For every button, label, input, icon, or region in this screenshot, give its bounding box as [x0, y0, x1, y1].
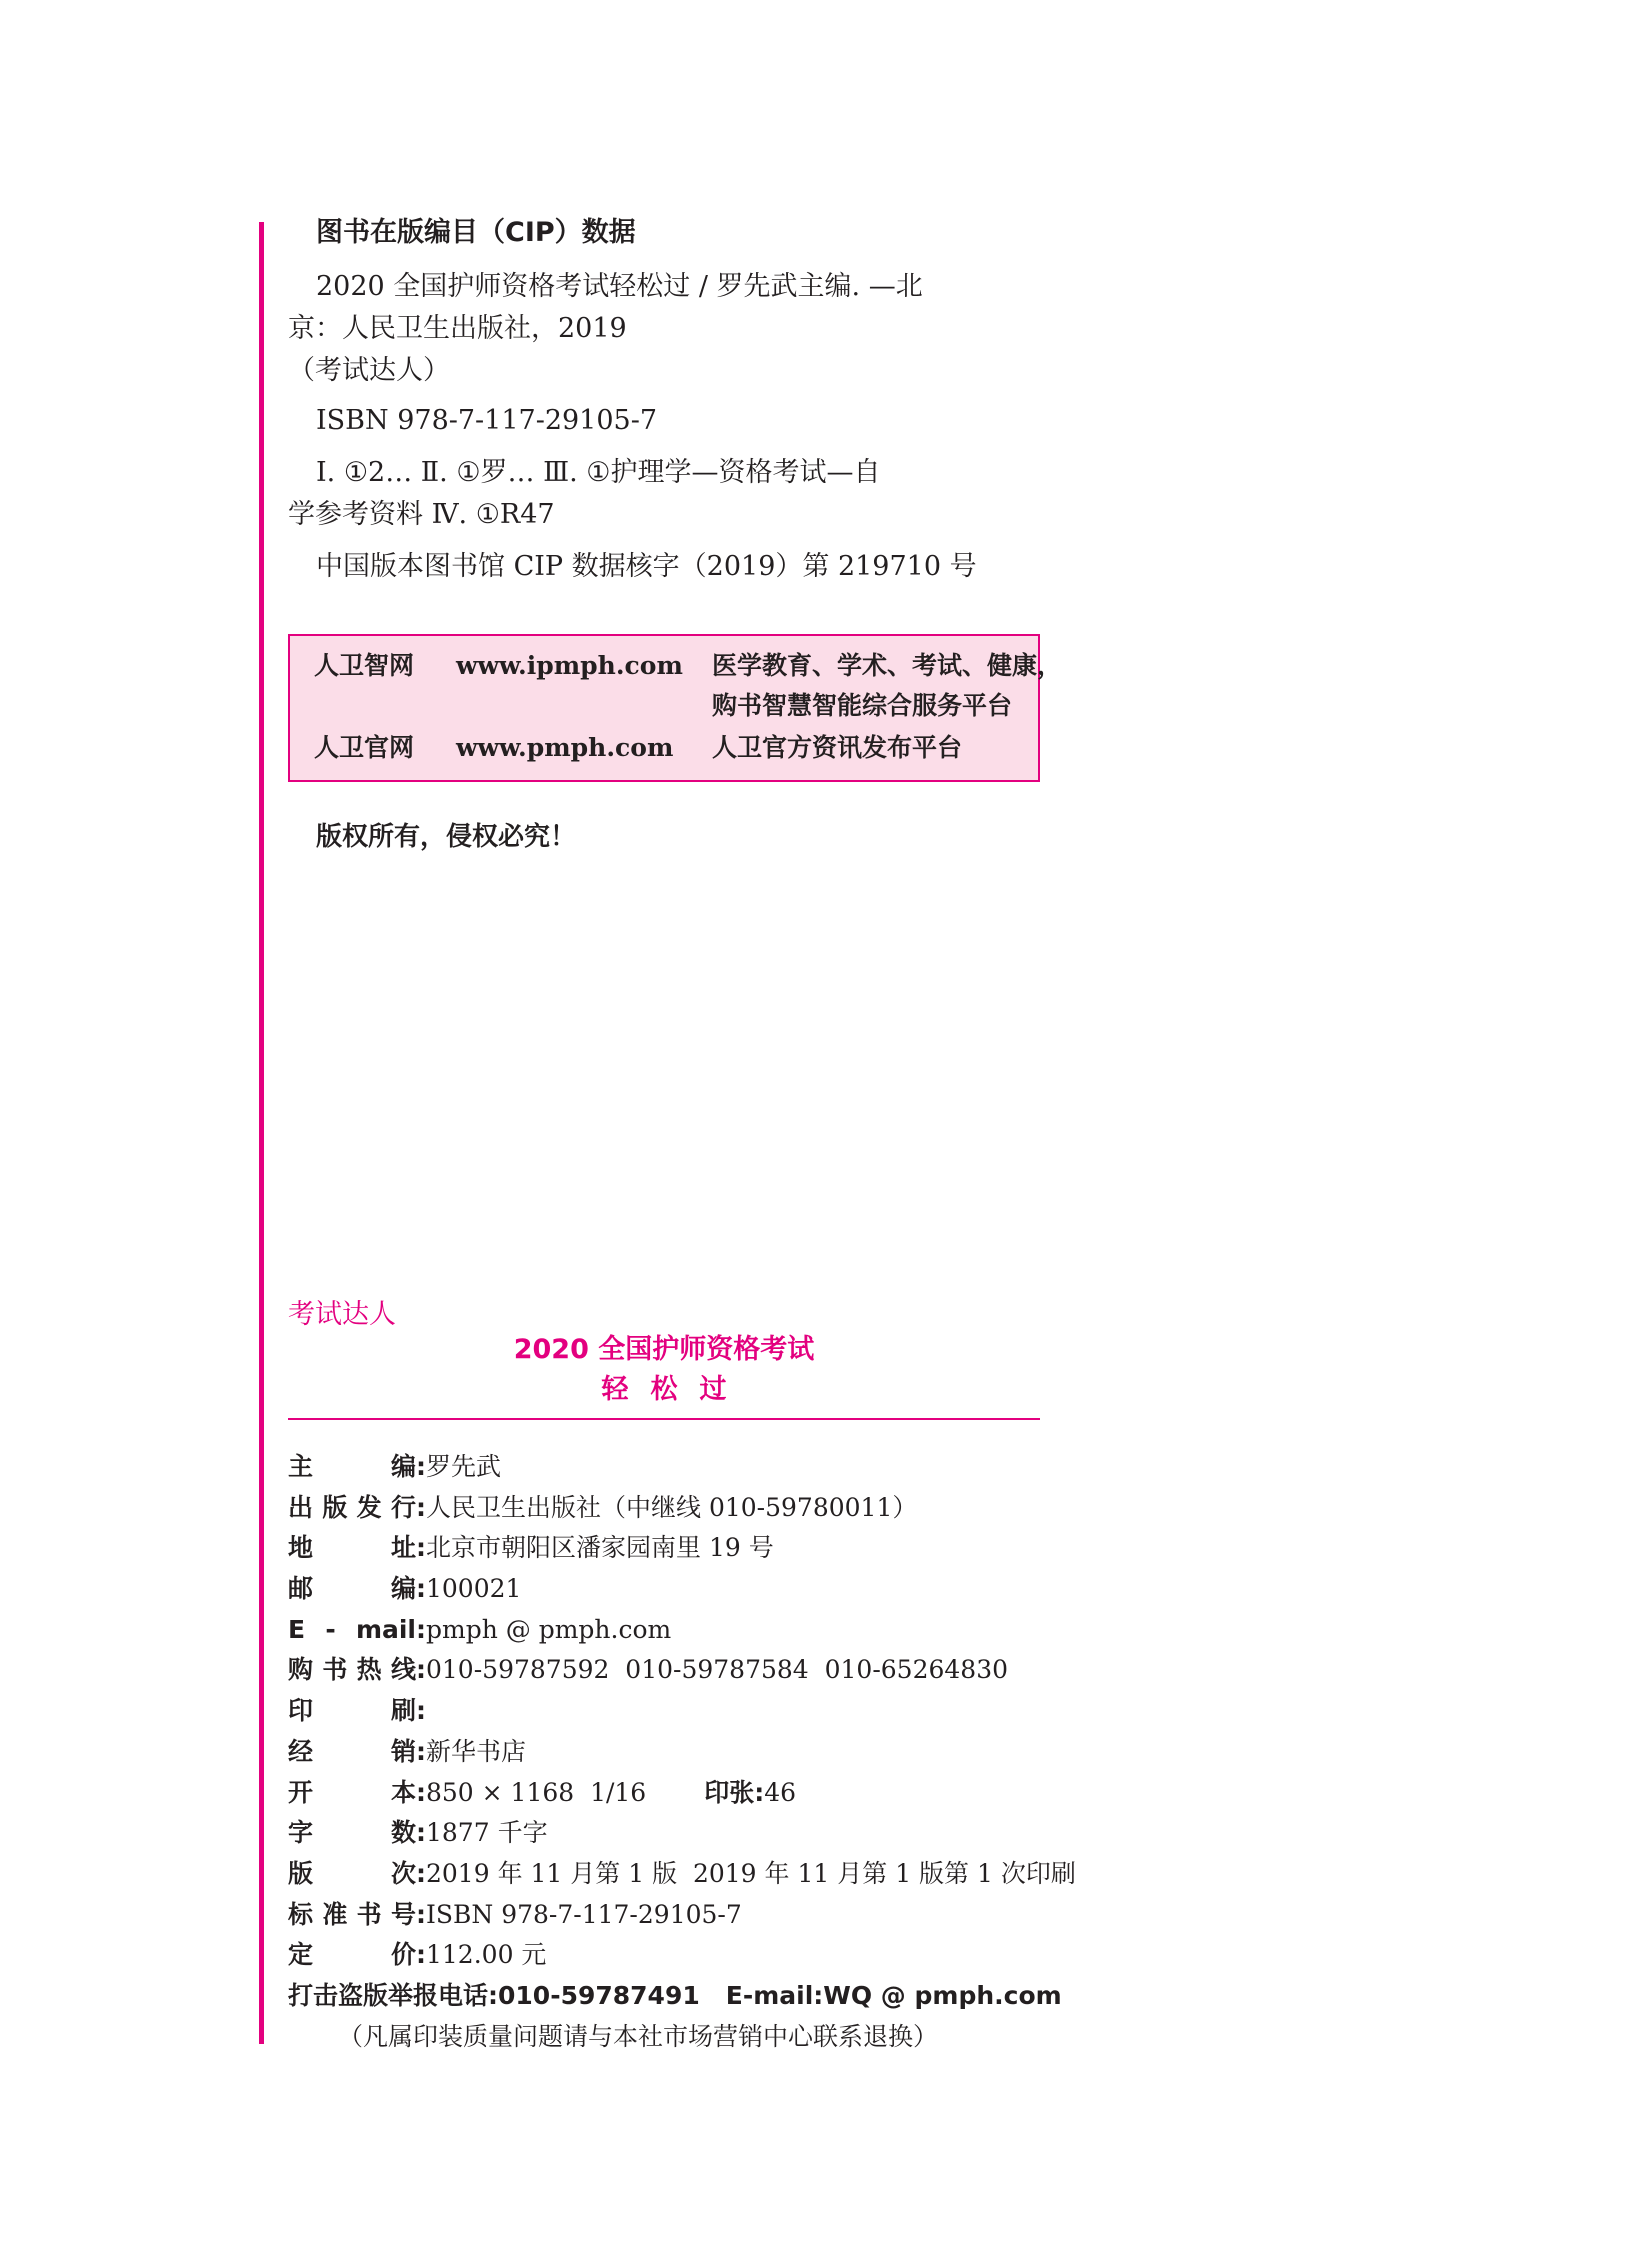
pub-value: 100021: [426, 1574, 522, 1604]
pub-row-edition: [288, 1854, 1076, 1895]
series-label: 考试达人: [288, 1299, 396, 1330]
pub-colon: :: [416, 1574, 426, 1604]
report-email: WQ @ pmph.com: [823, 1980, 1062, 2010]
pub-colon: :: [416, 1736, 426, 1766]
pub-colon: :: [813, 1980, 824, 2010]
cip-line-1: 2020 全国护师资格考试轻松过 / 罗先武主编. —北: [316, 271, 923, 302]
cip-class-line-2: 学参考资料 Ⅳ. ①R47: [288, 499, 555, 530]
pub-colon: :: [416, 1614, 426, 1644]
pub-value: 新华书店: [426, 1736, 527, 1766]
pub-label: 印刷: [288, 1696, 416, 1726]
pub-row-wordcount: [288, 1813, 1048, 1854]
copyright-notice: 版权所有，侵权必究！: [316, 822, 577, 852]
pub-colon: :: [416, 1696, 426, 1726]
pub-value: 北京市朝阳区潘家园南里 19 号: [426, 1533, 774, 1563]
pub-label: 标准书号: [288, 1899, 416, 1929]
report-label: 打击盗版举报电话: [288, 1980, 489, 2010]
book-subtitle: 轻松过: [601, 1374, 749, 1405]
pub-row-price: [288, 1935, 1048, 1976]
pub-colon: :: [416, 1858, 426, 1888]
pub-row-hotline: [288, 1650, 1048, 1691]
platform-row: [314, 686, 1034, 726]
pub-value: ISBN 978-7-117-29105-7: [426, 1899, 742, 1929]
platform-desc: 人卫官方资讯发布平台: [712, 733, 963, 762]
platform-desc: 医学教育、学术、考试、健康，: [712, 651, 1063, 680]
cip-line-2: 京：人民卫生出版社，2019: [288, 313, 627, 344]
pub-label: 购书热线: [288, 1655, 416, 1685]
pub-label: 字数: [288, 1818, 416, 1848]
platform-box: [288, 634, 1063, 782]
pub-colon: :: [416, 1533, 426, 1563]
pub-row-email: [288, 1610, 1048, 1651]
pub-row-publisher: [288, 1488, 1048, 1529]
pub-colon: :: [488, 1980, 499, 2010]
pub-colon: :: [416, 1818, 426, 1848]
pub-colon: :: [754, 1777, 765, 1807]
pub-value: 112.00 元: [426, 1940, 547, 1970]
pub-row-format: [288, 1773, 1048, 1814]
platform-url: www.pmph.com: [456, 733, 674, 762]
title-divider: [288, 1418, 1040, 1420]
report-email-label: E-mail: [725, 1980, 814, 2010]
pub-value: 2019 年 11 月第 1 版 2019 年 11 月第 1 版第 1 次印刷: [426, 1858, 1076, 1888]
pub-row-editor: [288, 1447, 1048, 1488]
pub-value: 1877 千字: [426, 1818, 548, 1848]
pub-label: 出版发行: [288, 1492, 416, 1522]
pub-value: 人民卫生出版社（中继线 010-59780011）: [426, 1492, 918, 1522]
cip-line-3: （考试达人）: [288, 355, 450, 386]
pub-row-address: [288, 1528, 1048, 1569]
report-phone: 010-59787491: [498, 1980, 700, 2010]
pub-row-printer: [288, 1691, 1048, 1732]
pub-value: 850 × 1168 1/16: [426, 1777, 647, 1807]
page-margin-rule: [259, 222, 264, 2044]
pub-label: E - mail: [288, 1614, 416, 1644]
pub-value: 010-59787592 010-59787584 010-65264830: [426, 1655, 1009, 1685]
pub-value: pmph @ pmph.com: [426, 1614, 672, 1644]
cip-title: 图书在版编目（CIP）数据: [316, 217, 636, 248]
platform-row: [314, 728, 1034, 768]
pub-label: 版次: [288, 1858, 416, 1888]
platform-row: [314, 646, 1063, 686]
pub-row-distributor: [288, 1732, 1048, 1773]
pub-colon: :: [416, 1777, 426, 1807]
cip-record: 中国版本图书馆 CIP 数据核字（2019）第 219710 号: [316, 551, 977, 582]
pub-colon: :: [416, 1655, 426, 1685]
pub-value: 罗先武: [426, 1452, 502, 1481]
cip-isbn: ISBN 978-7-117-29105-7: [316, 405, 658, 436]
book-title: 2020 全国护师资格考试: [513, 1334, 815, 1365]
pub-extra-label: 印张: [704, 1777, 755, 1807]
pub-label: 地址: [288, 1533, 416, 1563]
publication-info: [288, 1447, 1076, 2057]
pub-row-postcode: [288, 1569, 1048, 1610]
book-title-block: [288, 1330, 1040, 1410]
pub-colon: :: [416, 1492, 426, 1522]
quality-note: （凡属印装质量问题请与本社市场营销中心联系退换）: [338, 2021, 939, 2051]
cip-data-block: [288, 212, 1048, 588]
pub-colon: :: [416, 1452, 426, 1481]
pub-extra-value: 46: [764, 1777, 797, 1807]
pub-label: 经销: [288, 1736, 416, 1766]
anti-piracy-report: [288, 1976, 1062, 2017]
platform-url: www.ipmph.com: [456, 651, 683, 680]
cip-class-line-1: Ⅰ. ①2… Ⅱ. ①罗… Ⅲ. ①护理学—资格考试—自: [316, 457, 881, 488]
platform-name: 人卫智网: [314, 651, 415, 680]
pub-label: 主编: [288, 1452, 416, 1481]
pub-label: 定价: [288, 1940, 416, 1970]
pub-label: 邮编: [288, 1574, 416, 1604]
pub-colon: :: [416, 1899, 426, 1929]
pub-row-isbn: [288, 1895, 1048, 1936]
platform-desc: 购书智慧智能综合服务平台: [712, 691, 1013, 720]
pub-label: 开本: [288, 1777, 416, 1807]
pub-colon: :: [416, 1940, 426, 1970]
platform-name: 人卫官网: [314, 733, 415, 762]
